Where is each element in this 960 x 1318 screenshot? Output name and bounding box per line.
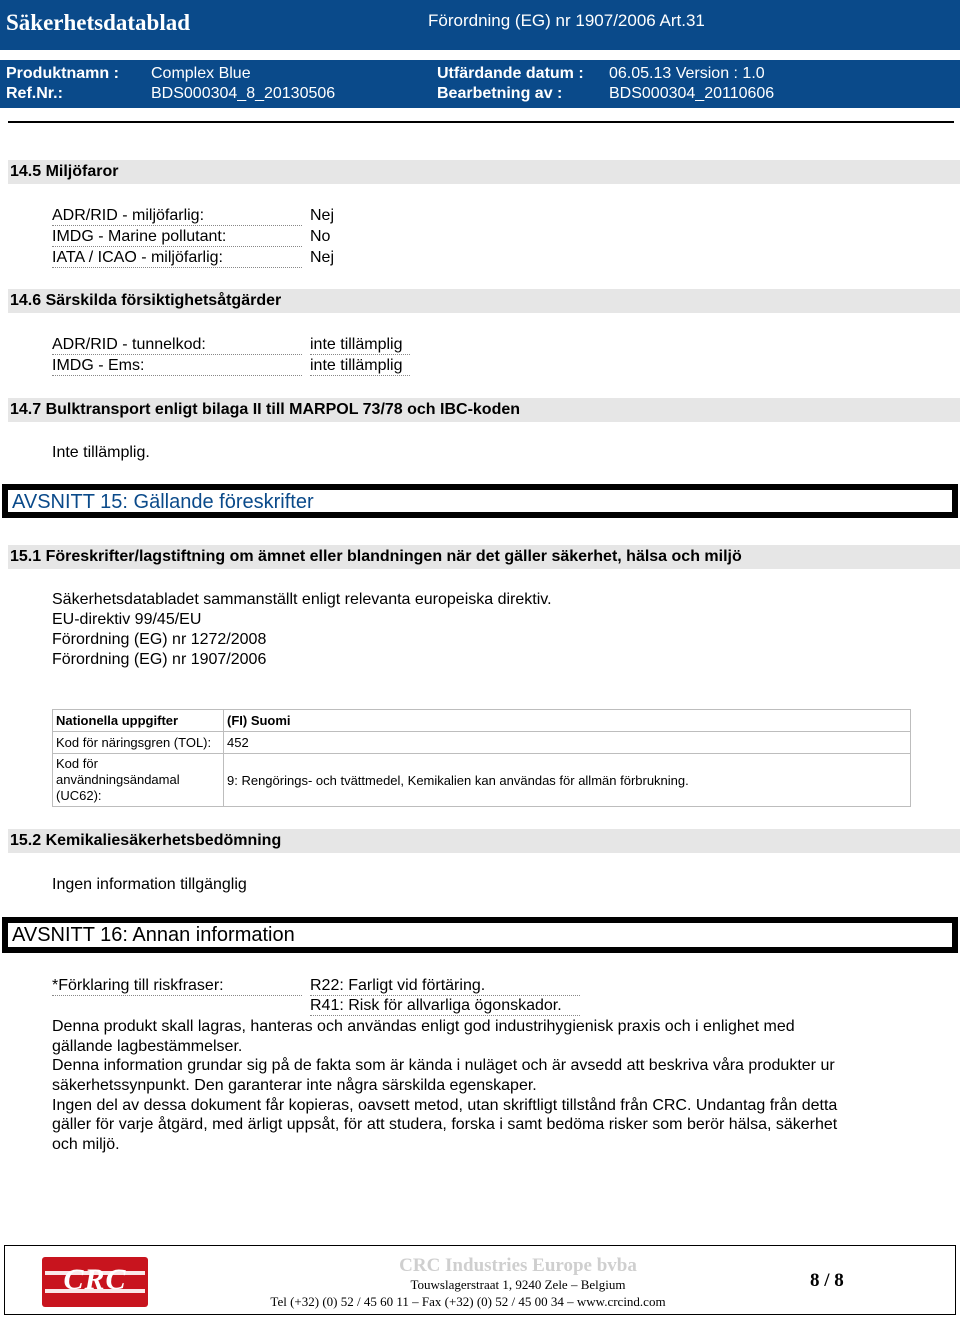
- env-hazard-value-adr: Nej: [310, 207, 335, 224]
- section-14-7-text: Inte tillämplig.: [52, 444, 150, 461]
- crc-logo: [42, 1257, 148, 1307]
- paragraph-2-line-1: Denna information grundar sig på de fakta som är kända i nuläget och är avsedd att beskriva våra produkter ur: [52, 1057, 835, 1074]
- table-row: [53, 754, 911, 807]
- env-hazard-label-adr: ADR/RID - miljöfarlig:: [52, 207, 302, 226]
- risk-phrase-r41: R41: Risk för allvarliga ögonskador.: [310, 997, 580, 1016]
- uc-label-line-3: (UC62):: [56, 788, 102, 803]
- regulation-line-3: Förordning (EG) nr 1272/2008: [52, 631, 267, 648]
- tol-value: 452: [224, 732, 911, 754]
- issue-date-value: 06.05.13 Version : 1.0: [609, 65, 765, 82]
- national-info-table: [52, 709, 911, 807]
- risk-phrases-label: *Förklaring till riskfraser:: [52, 977, 302, 996]
- tunnel-code-label: ADR/RID - tunnelkod:: [52, 336, 302, 355]
- regulation-line-4: Förordning (EG) nr 1907/2006: [52, 651, 267, 668]
- section-14-5-title: 14.5 Miljöfaror: [10, 163, 119, 180]
- section-14-6-title: 14.6 Särskilda försiktighetsåtgärder: [10, 292, 282, 309]
- table-row: [53, 710, 911, 732]
- regulation-reference: Förordning (EG) nr 1907/2006 Art.31: [428, 11, 705, 30]
- tunnel-code-value: inte tillämplig: [310, 336, 410, 355]
- issue-date-label: Utfärdande datum :: [437, 65, 584, 82]
- regulation-line-1: Säkerhetsdatabladet sammanställt enligt relevanta europeiska direktiv.: [52, 591, 552, 608]
- imdg-ems-label: IMDG - Ems:: [52, 357, 302, 376]
- table-row: [53, 732, 911, 754]
- document-title: Säkerhetsdatablad: [6, 10, 191, 35]
- section-15-heading: AVSNITT 15: Gällande föreskrifter: [12, 491, 314, 513]
- env-hazard-value-iata: Nej: [310, 249, 335, 266]
- uc-label: [53, 754, 224, 807]
- section-15-2-title: 15.2 Kemikaliesäkerhetsbedömning: [10, 832, 282, 849]
- ref-label: Ref.Nr.:: [6, 85, 63, 102]
- product-label: Produktnamn :: [6, 65, 119, 82]
- paragraph-2-line-2: säkerhetssynpunkt. Den garanterar inte några särskilda egenskaper.: [52, 1077, 537, 1094]
- company-address: Touwslagerstraat 1, 9240 Zele – Belgium: [410, 1277, 626, 1292]
- risk-phrase-r22: R22: Farligt vid förtäring.: [310, 977, 580, 996]
- product-value: Complex Blue: [151, 65, 251, 82]
- uc-label-line-2: användningsändamal: [56, 772, 180, 787]
- imdg-ems-value: inte tillämplig: [310, 357, 410, 376]
- env-hazard-label-imdg: IMDG - Marine pollutant:: [52, 228, 302, 247]
- national-header-value: (FI) Suomi: [224, 710, 911, 732]
- paragraph-3-line-2: gäller för varje åtgärd, med ärligt uppsåt, för att studera, forska i samt bedöma risker som berör hälsa, säkerhet: [52, 1116, 838, 1133]
- section-14-7-title: 14.7 Bulktransport enligt bilaga II till MARPOL 73/78 och IBC-koden: [10, 401, 521, 418]
- tol-label: Kod för näringsgren (TOL):: [53, 732, 224, 754]
- paragraph-3-line-3: och miljö.: [52, 1136, 120, 1153]
- company-contact: Tel (+32) (0) 52 / 45 60 11 – Fax (+32) (0) 52 / 45 00 34 – www.crcind.com: [270, 1294, 666, 1309]
- env-hazard-value-imdg: No: [310, 228, 331, 245]
- section-15-1-title: 15.1 Föreskrifter/lagstiftning om ämnet eller blandningen när det gäller säkerhet, hälsa och miljö: [10, 548, 742, 565]
- section-16-heading: AVSNITT 16: Annan information: [12, 924, 295, 946]
- uc-value: 9: Rengörings- och tvättmedel, Kemikalien kan användas för allmän förbrukning.: [224, 754, 911, 807]
- env-hazard-label-iata: IATA / ICAO - miljöfarlig:: [52, 249, 302, 268]
- paragraph-1-line-1: Denna produkt skall lagras, hanteras och användas enligt god industrihygienisk praxis och i enlighet med: [52, 1018, 795, 1035]
- company-name: CRC Industries Europe bvba: [399, 1255, 637, 1276]
- regulation-line-2: EU-direktiv 99/45/EU: [52, 611, 202, 628]
- paragraph-3-line-1: Ingen del av dessa dokument får kopieras, oavsett metod, utan skriftligt tillstånd från CRC. Undantag från detta: [52, 1097, 838, 1114]
- revision-label: Bearbetning av :: [437, 85, 563, 102]
- national-header-label: Nationella uppgifter: [53, 710, 224, 732]
- header-divider: [8, 121, 954, 123]
- uc-label-line-1: Kod för: [56, 756, 98, 771]
- section-15-2-text: Ingen information tillgänglig: [52, 876, 247, 893]
- revision-value: BDS000304_20110606: [609, 85, 775, 102]
- ref-value: BDS000304_8_20130506: [151, 85, 336, 102]
- page-number: 8 / 8: [810, 1270, 844, 1291]
- section-14-5-bar: [8, 160, 960, 184]
- crc-logo-text: CRC: [63, 1263, 127, 1296]
- paragraph-1-line-2: gällande lagbestämmelser.: [52, 1038, 243, 1055]
